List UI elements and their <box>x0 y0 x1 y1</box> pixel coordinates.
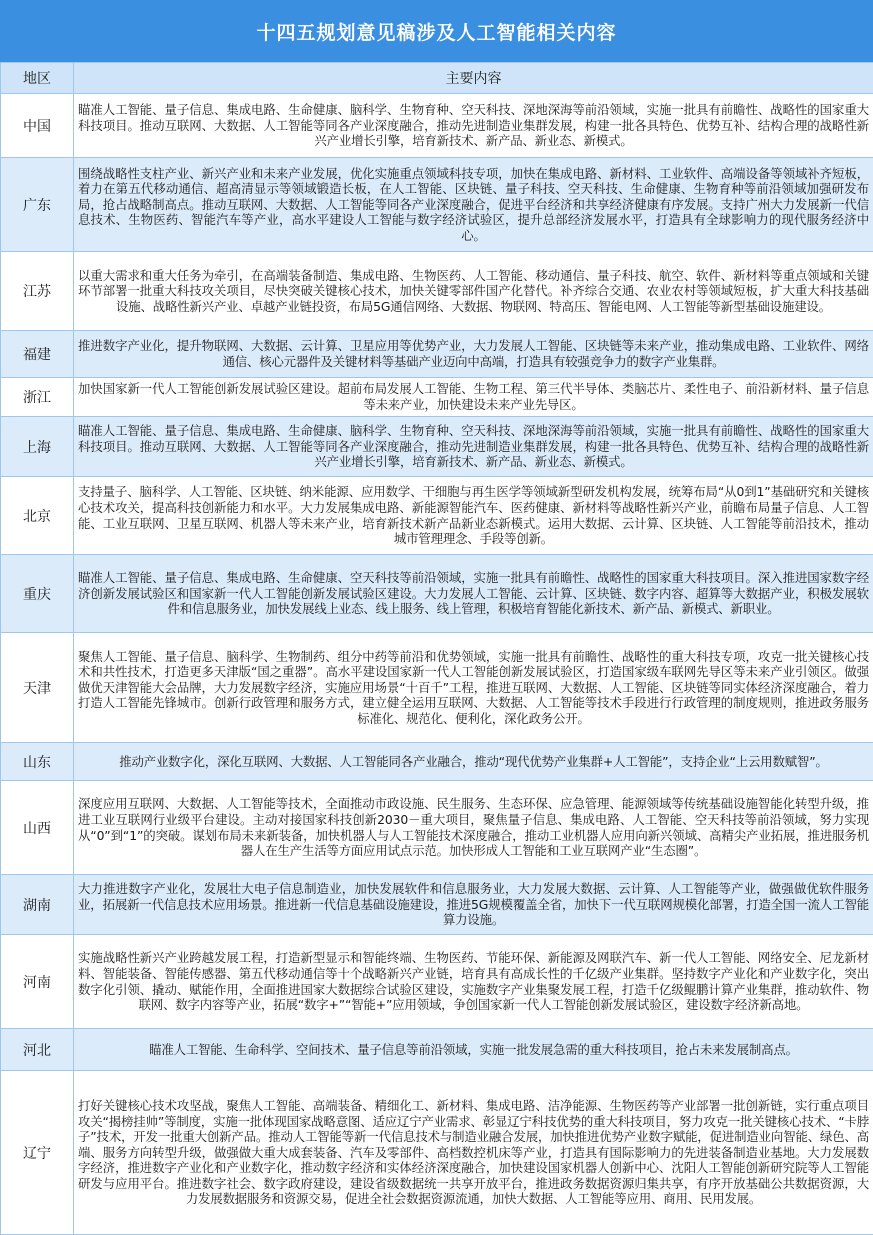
content-cell: 支持量子、脑科学、人工智能、区块链、纳米能源、应用数学、干细胞与再生医学等领域新型研发机构发展，统筹布局“从0到1”基础研究和关键核心技术攻关，提高科技创新能力和水平。大力发展集成电路、新能源智能汽车、医药健康、新材料等战略性新兴产业，前瞻布局量子信息、人工智能、工业互联网、卫星互联网、机器人等未来产业，培育新技术新产品新业态新模式。运用大数据、云计算、区块链、人工智能等前沿技术，推动城市管理理念、手段等创新。 <box>74 477 873 555</box>
region-cell: 北京 <box>1 477 74 555</box>
content-cell: 实施战略性新兴产业跨越发展工程，打造新型显示和智能终端、生物医药、节能环保、新能源及网联汽车、新一代人工智能、网络安全、尼龙新材料、智能装备、智能传感器、第五代移动通信等十个战略新兴产业链，培育具有高成长性的千亿级产业集群。坚持数字产业化和产业数字化，突出数字化引领、撬动、赋能作用，全面推进国家大数据综合试验区建设，实施数字产业集聚发展工程，打造千亿级鲲鹏计算产业集群，推动软件、物联网、数字内容等产业，拓展“数字+”“智能+”应用领域，争创国家新一代人工智能创新发展试验区，建设数字经济新高地。 <box>74 935 873 1029</box>
table-row <box>1 555 873 633</box>
region-cell: 福建 <box>1 331 74 378</box>
region-cell: 河南 <box>1 935 74 1029</box>
region-cell: 上海 <box>1 417 74 477</box>
content-cell: 瞄准人工智能、量子信息、集成电路、生命健康、空天科技等前沿领域，实施一批具有前瞻性、战略性的国家重大科技项目。深入推进国家数字经济创新发展试验区和国家新一代人工智能创新发展试验区建设。大力发展人工智能、云计算、区块链、数字内容、超算等大数据产业，积极发展软件和信息服务业，加快发展线上业态、线上服务、线上管理，积极培育智能化新技术、新产品、新模式、新职业。 <box>74 555 873 633</box>
content-table <box>0 62 873 1235</box>
content-cell: 聚焦人工智能、量子信息、脑科学、生物制药、组分中药等前沿和优势领域，实施一批具有前瞻性、战略性的重大科技专项，攻克一批关键核心技术和共性技术，打造更多天津版“国之重器”。高水平建设国家新一代人工智能创新发展试验区，打造国家级车联网先导区等未来产业引领区。做强做优天津智能大会品牌，大力发展数字经济，实施应用场景“十百千”工程，推进互联网、大数据、人工智能、区块链等同实体经济深度融合，着力打造人工智能先锋城市。创新行政管理和服务方式，建立健全运用互联网、大数据、人工智能等技术手段进行行政管理的制度规则，推进政务服务标准化、规范化、便利化，深化政务公开。 <box>74 633 873 743</box>
content-cell: 推动产业数字化，深化互联网、大数据、人工智能同各产业融合，推动“现代优势产业集群+人工智能”，支持企业“上云用数赋智”。 <box>74 743 873 781</box>
table-row <box>1 417 873 477</box>
content-cell: 加快国家新一代人工智能创新发展试验区建设。超前布局发展人工智能、生物工程、第三代半导体、类脑芯片、柔性电子、前沿新材料、量子信息等未来产业，加快建设未来产业先导区。 <box>74 378 873 417</box>
region-cell: 湖南 <box>1 875 74 935</box>
header-content: 主要内容 <box>74 63 873 94</box>
table-row <box>1 875 873 935</box>
header-region: 地区 <box>1 63 74 94</box>
table-row <box>1 743 873 781</box>
region-cell: 浙江 <box>1 378 74 417</box>
table-row <box>1 378 873 417</box>
table-row <box>1 331 873 378</box>
content-cell: 打好关键核心技术攻坚战，聚焦人工智能、高端装备、精细化工、新材料、集成电路、洁净能源、生物医药等产业部署一批创新链，实行重点项目攻关“揭榜挂帅”等制度，实施一批体现国家战略意图、适应辽宁产业需求、彰显辽宁科技优势的重大科技项目，努力攻克一批关键核心技术、“卡脖子”技术，开发一批重大创新产品。推动人工智能等新一代信息技术与制造业融合发展，加快推进优势产业数字赋能，促进制造业向智能、绿色、高端、服务方向转型升级，做强做大重大成套装备、汽车及零部件、高档数控机床等产业，打造具有国际影响力的先进装备制造业基地。大力发展数字经济，推进数字产业化和产业数字化，推动数字经济和实体经济深度融合，加快建设国家机器人创新中心、沈阳人工智能创新研究院等人工智能研发与应用平台。推进数字社会、数字政府建设，建设省级数据统一共享开放平台，推进政务数据资源归集共享，有序开放基础公共数据资源，大力发展数据服务和资源交易，促进全社会数据资源流通，加快大数据、人工智能等应用、商用、民用发展。 <box>74 1071 873 1235</box>
table-row <box>1 1029 873 1071</box>
region-cell: 重庆 <box>1 555 74 633</box>
table-row <box>1 935 873 1029</box>
content-cell: 以重大需求和重大任务为牵引，在高端装备制造、集成电路、生物医药、人工智能、移动通信、量子科技、航空、软件、新材料等重点领域和关键环节部署一批重大科技攻关项目，尽快突破关键核心技术，加快关键零部件国产化替代。补齐综合交通、农业农村等领域短板，扩大重大科技基础设施、战略性新兴产业、卓越产业链投资，布局5G通信网络、大数据、物联网、特高压、智能电网、人工智能等新型基础设施建设。 <box>74 252 873 331</box>
region-cell: 江苏 <box>1 252 74 331</box>
region-cell: 辽宁 <box>1 1071 74 1235</box>
table-row <box>1 477 873 555</box>
content-cell: 围绕战略性支柱产业、新兴产业和未来产业发展，优化实施重点领域科技专项，加快在集成电路、新材料、工业软件、高端设备等领域补齐短板，着力在第五代移动通信、超高清显示等领域锻造长板，在人工智能、区块链、量子科技、空天科技、生命健康、生物育种等前沿领域加强研发布局，抢占战略制高点。推动互联网、大数据、人工智能等同各产业深度融合，促进平台经济和共享经济健康有序发展。支持广州大力发展新一代信息技术、生物医药、智能汽车等产业，高水平建设人工智能与数字经济试验区，提升总部经济发展水平，打造具有全球影响力的现代服务经济中心。 <box>74 158 873 252</box>
table-row <box>1 252 873 331</box>
content-cell: 大力推进数字产业化，发展壮大电子信息制造业，加快发展软件和信息服务业，大力发展大数据、云计算、人工智能等产业，做强做优软件服务业，拓展新一代信息技术应用场景。推进新一代信息基础设施建设，推进5G规模覆盖全省，加快下一代互联网规模化部署，打造全国一流人工智能算力设施。 <box>74 875 873 935</box>
table-row <box>1 1071 873 1235</box>
region-cell: 山西 <box>1 781 74 875</box>
region-cell: 河北 <box>1 1029 74 1071</box>
region-cell: 山东 <box>1 743 74 781</box>
content-cell: 推进数字产业化，提升物联网、大数据、云计算、卫星应用等优势产业，大力发展人工智能、区块链等未来产业，推动集成电路、工业软件、网络通信、核心元器件及关键材料等基础产业迈向中高端，打造具有较强竞争力的数字产业集群。 <box>74 331 873 378</box>
content-cell: 瞄准人工智能、生命科学、空间技术、量子信息等前沿领域，实施一批发展急需的重大科技项目，抢占未来发展制高点。 <box>74 1029 873 1071</box>
region-cell: 中国 <box>1 94 74 158</box>
table-row <box>1 633 873 743</box>
table-row <box>1 94 873 158</box>
content-cell: 深度应用互联网、大数据、人工智能等技术，全面推动市政设施、民生服务、生态环保、应急管理、能源领域等传统基础设施智能化转型升级，推进工业互联网行业级平台建设。主动对接国家科技创新2030－重大项目，聚焦量子信息、集成电路、人工智能、空天科技等前沿领域，努力实现从“0”到“1”的突破。谋划布局未来新装备，加快机器人与人工智能技术深度融合，推动工业机器人应用向新兴领域、高精尖产业拓展，推进服务机器人在生产生活等方面应用试点示范。加快形成人工智能和工业互联网产业“生态圈”。 <box>74 781 873 875</box>
table-header-row <box>1 63 873 94</box>
content-cell: 瞄准人工智能、量子信息、集成电路、生命健康、脑科学、生物育种、空天科技、深地深海等前沿领域，实施一批具有前瞻性、战略性的国家重大科技项目。推动互联网、大数据、人工智能等同各产业深度融合，推动先进制造业集群发展，构建一批各具特色、优势互补、结构合理的战略性新兴产业增长引擎，培育新技术、新产品、新业态、新模式。 <box>74 417 873 477</box>
content-cell: 瞄准人工智能、量子信息、集成电路、生命健康、脑科学、生物育种、空天科技、深地深海等前沿领域，实施一批具有前瞻性、战略性的国家重大科技项目。推动互联网、大数据、人工智能等同各产业深度融合，推动先进制造业集群发展，构建一批各具特色、优势互补、结构合理的战略性新兴产业增长引擎，培育新技术、新产品、新业态、新模式。 <box>74 94 873 158</box>
page-title: 十四五规划意见稿涉及人工智能相关内容 <box>0 0 873 62</box>
region-cell: 天津 <box>1 633 74 743</box>
region-cell: 广东 <box>1 158 74 252</box>
table-row <box>1 158 873 252</box>
table-row <box>1 781 873 875</box>
